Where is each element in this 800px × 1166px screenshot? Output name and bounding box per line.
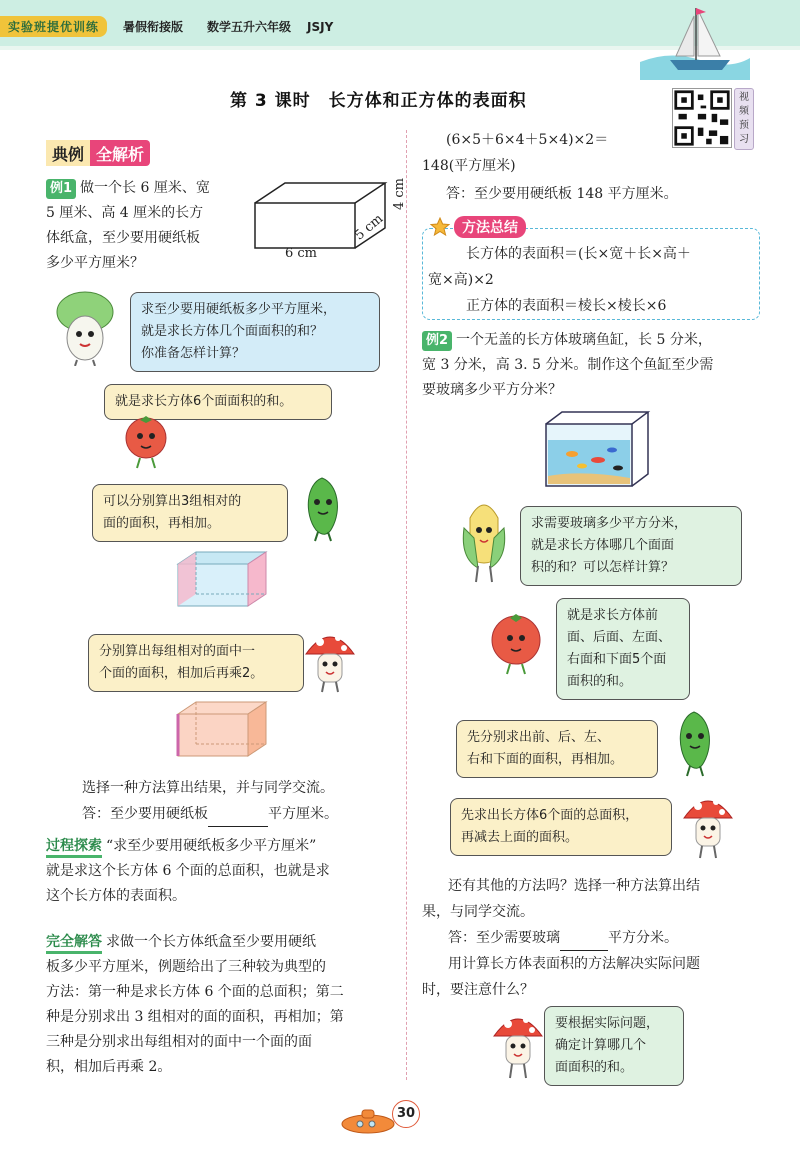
qr-side-label: [734, 88, 754, 150]
pepper-character-icon: [296, 474, 348, 542]
example1-task: 选择一种方法算出结果，并与同学交流。: [82, 780, 334, 796]
answer-prefix: 答：至少需要玻璃: [448, 930, 560, 946]
bubble-line: 先求出长方体6个面的总面积，: [461, 808, 639, 823]
answer-blank[interactable]: [208, 811, 268, 827]
qr-side-char: 预: [739, 120, 749, 131]
example1-bubble-4: [88, 634, 304, 692]
bubble-line: 要根据实际问题，: [555, 1016, 660, 1031]
process-tag: 过程探索: [46, 837, 102, 858]
answer-blank[interactable]: [560, 935, 608, 951]
example1-question: [46, 176, 276, 276]
bubble-line: 积的和？可以怎样计算？: [531, 560, 675, 575]
method-summary-label: 方法总结: [454, 216, 526, 238]
process-line: “求至少要用硬纸板多少平方厘米”: [106, 838, 317, 854]
bubble-line: 个面的面积，相加后再乘2。: [99, 666, 264, 681]
bubble-line: 面积的和。: [567, 674, 633, 689]
bubble-line: 再减去上面的面积。: [461, 830, 579, 845]
example2-tag: 例2: [422, 331, 452, 351]
bubble-line: 面面积的和。: [555, 1060, 634, 1075]
pepper-character-icon: [668, 708, 720, 778]
example2-line: 宽 3 分米，高 3. 5 分米。制作这个鱼缸至少需: [422, 357, 714, 373]
example1-bubble-3: [92, 484, 288, 542]
calc-line-1: (6×5＋6×4＋5×4)×2＝: [446, 132, 609, 148]
answer-prefix: 答：至少要用硬纸板: [82, 806, 208, 822]
solution-block: [46, 930, 396, 1080]
qr-side-char: 频: [739, 106, 749, 117]
bubble-line: 就是求长方体几个面面积的和？: [141, 324, 324, 339]
cuboid-height-label: 4 cm: [392, 177, 407, 210]
tomato-character-icon: [120, 414, 172, 470]
method-line-3: 正方体的表面积＝棱长×棱长×6: [466, 298, 667, 314]
example2-answer: [448, 926, 678, 951]
bubble-line: 就是求长方体哪几个面面: [531, 538, 675, 553]
example1-line: 体纸盒，至少要用硬纸板: [46, 230, 200, 246]
bubble-line: 就是求长方体6个面面积的和。: [115, 394, 293, 409]
method-line-1: 长方体的表面积＝(长×宽＋长×高＋: [466, 246, 691, 262]
subject-label: 数学五升六年级: [207, 20, 292, 34]
qr-code-icon[interactable]: [672, 88, 732, 148]
submarine-icon: [340, 1104, 396, 1134]
example1-bubble-1: [130, 292, 380, 372]
bubble-line: 面、后面、左面、: [567, 630, 672, 645]
section-heading-b: 全解析: [90, 140, 150, 166]
method-line-2: 宽×高)×2: [428, 272, 494, 288]
cuboid-length-label: 6 cm: [285, 246, 318, 261]
bubble-line: 可以分别算出3组相对的: [103, 494, 242, 509]
fish-tank-figure: [542, 410, 652, 490]
process-line: 这个长方体的表面积。: [46, 888, 186, 904]
example2-think-2: 时，要注意什么？: [422, 982, 534, 998]
corn-character-icon: [456, 498, 512, 584]
example1-line: 5 厘米、高 4 厘米的长方: [46, 205, 204, 221]
solution-line: 求做一个长方体纸盒至少要用硬纸: [106, 934, 316, 950]
solution-tag: 完全解答: [46, 933, 102, 954]
process-line: 就是求这个长方体 6 个面的总面积，也就是求: [46, 863, 330, 879]
solution-line: 种是分别求出 3 组相对的面的面积，再相加；第: [46, 1009, 344, 1025]
bubble-line: 先分别求出前、后、左、: [467, 730, 611, 745]
bubble-line: 求至少要用硬纸板多少平方厘米，: [141, 302, 337, 317]
example2-question: [422, 328, 772, 403]
column-divider: [406, 130, 407, 1080]
example1-answer: [82, 802, 338, 827]
example2-line: 一个无盖的长方体玻璃鱼缸，长 5 分米，: [456, 332, 712, 348]
bubble-line: 右和下面的面积，再相加。: [467, 752, 624, 767]
example1-final-answer: 答：至少要用硬纸板 148 平方厘米。: [446, 186, 678, 202]
calc-line-2: 148(平方厘米): [422, 158, 516, 174]
solution-line: 方法：第一种是求长方体 6 个面的总面积；第二: [46, 984, 344, 1000]
section-heading-a: 典例: [46, 140, 90, 166]
method-summary-title: [430, 216, 526, 238]
edition-label: 暑假衔接版: [123, 20, 184, 34]
example2-task-2: 果，与同学交流。: [422, 904, 534, 920]
mushroom-character-icon: [490, 1008, 546, 1080]
mushroom-character-icon: [680, 790, 736, 860]
bubble-line: 分别算出每组相对的面中一: [99, 644, 256, 659]
solution-line: 积，相加后再乘 2。: [46, 1059, 172, 1075]
answer-suffix: 平方厘米。: [268, 806, 338, 822]
bubble-line: 你准备怎样计算？: [141, 346, 246, 361]
tomato-character-icon: [488, 612, 544, 676]
example2-bubble-1: [520, 506, 742, 586]
bubble-line: 右面和下面5个面: [567, 652, 667, 667]
star-icon: [430, 217, 450, 237]
example2-bubble-4: [450, 798, 672, 856]
solution-line: 三种是分别求出每组相对的面中一个面的面: [46, 1034, 312, 1050]
bubble-line: 就是求长方体前: [567, 608, 659, 623]
qr-side-char: 视: [739, 92, 749, 103]
solution-line: 板多少平方厘米，例题给出了三种较为典型的: [46, 959, 326, 975]
section-heading: [46, 140, 150, 166]
example2-think-1: 用计算长方体表面积的方法解决实际问题: [448, 956, 700, 972]
example1-line: 做一个长 6 厘米、宽: [80, 180, 210, 196]
cabbage-character-icon: [50, 288, 120, 366]
qr-side-char: 习: [739, 134, 749, 145]
series-badge: 实验班提优训练: [0, 16, 107, 37]
example2-bubble-5: [544, 1006, 684, 1086]
example2-bubble-3: [456, 720, 658, 778]
bubble-line: 确定计算哪几个: [555, 1038, 647, 1053]
box-figure-1: [176, 550, 268, 608]
example1-tag: 例1: [46, 179, 76, 199]
bubble-line: 求需要玻璃多少平方分米，: [531, 516, 688, 531]
bubble-line: 面的面积，再相加。: [103, 516, 221, 531]
example2-line: 要玻璃多少平方分米？: [422, 382, 562, 398]
cuboid-width-label: 5 cm: [352, 211, 387, 244]
sailboat-icon: [640, 0, 750, 80]
header-row: [0, 16, 333, 37]
answer-suffix: 平方分米。: [608, 930, 678, 946]
page-number: 30: [392, 1100, 420, 1128]
lesson-title: 第 3 课时 长方体和正方体的表面积: [230, 91, 527, 111]
example2-bubble-2: [556, 598, 690, 700]
process-block: [46, 834, 396, 909]
example2-task-1: 还有其他的方法吗？选择一种方法算出结: [448, 878, 700, 894]
mushroom-character-icon: [302, 626, 358, 694]
box-figure-2: [176, 700, 268, 758]
publisher-label: JSJY: [307, 19, 334, 34]
example1-line: 多少平方厘米？: [46, 255, 144, 271]
